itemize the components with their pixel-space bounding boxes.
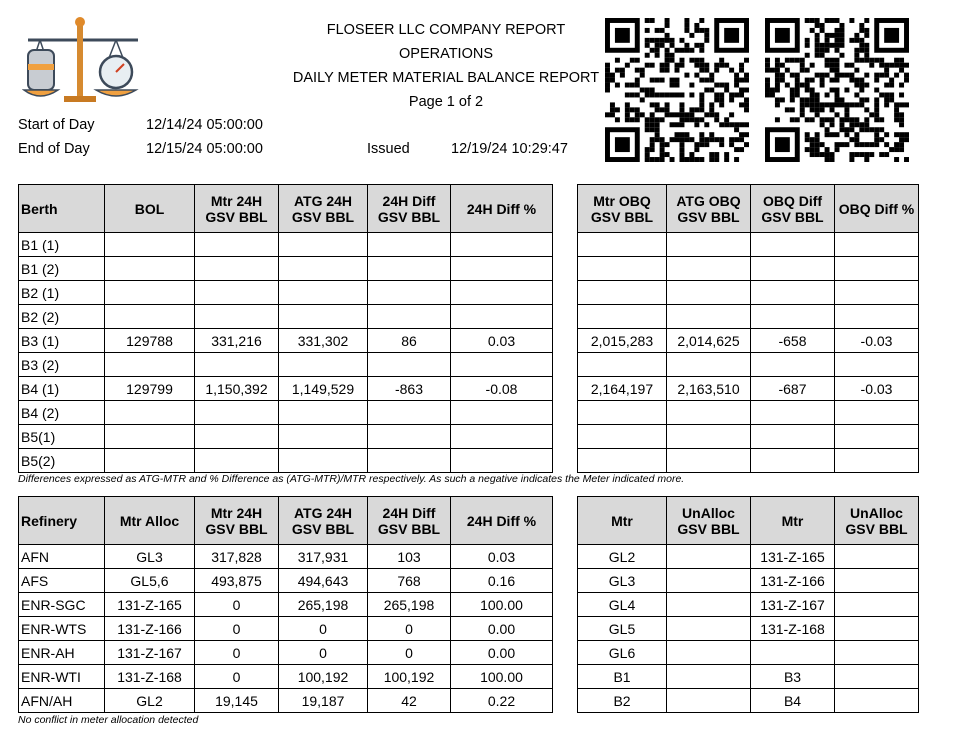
difference-note: Differences expressed as ATG-MTR and % Difference as (ATG-MTR)/MTR respectively. As such a negative indicates the Meter indicated more.: [18, 473, 685, 485]
table-cell: [835, 233, 919, 257]
table-cell: [578, 233, 667, 257]
table-row: [19, 593, 553, 617]
table-cell: [667, 425, 751, 449]
table-cell: ENR-SGC: [19, 593, 105, 617]
table-row: [19, 545, 553, 569]
table-cell: GL2: [105, 689, 195, 713]
table-cell: [667, 233, 751, 257]
table-cell: [667, 257, 751, 281]
table-cell: [578, 449, 667, 473]
table-cell: 2,014,625: [667, 329, 751, 353]
table-row: [578, 401, 919, 425]
column-header: Refinery: [19, 497, 105, 545]
table-cell: GL5: [578, 617, 667, 641]
table-cell: B4 (2): [19, 401, 105, 425]
table-row: [19, 401, 553, 425]
table-cell: [835, 593, 919, 617]
table-cell: 131-Z-167: [105, 641, 195, 665]
table-cell: 0: [279, 641, 368, 665]
table-cell: [279, 281, 368, 305]
table-cell: [451, 305, 553, 329]
issued-value: 12/19/24 10:29:47: [451, 141, 568, 157]
table-row: [19, 449, 553, 473]
table-cell: [578, 425, 667, 449]
table-row: [578, 377, 919, 401]
table-row: [578, 257, 919, 281]
table-row: [19, 617, 553, 641]
table-cell: GL6: [578, 641, 667, 665]
table-row: [578, 569, 919, 593]
table-cell: 494,643: [279, 569, 368, 593]
table-cell: [751, 233, 835, 257]
table-cell: [835, 257, 919, 281]
table-cell: 331,216: [195, 329, 279, 353]
page-indicator: Page 1 of 2: [408, 94, 484, 110]
column-header: Mtr 24H GSV BBL: [195, 185, 279, 233]
table-cell: 2,163,510: [667, 377, 751, 401]
column-header: ATG 24H GSV BBL: [279, 497, 368, 545]
table-cell: 0.22: [451, 689, 553, 713]
column-header: 24H Diff GSV BBL: [368, 497, 451, 545]
table-cell: [105, 425, 195, 449]
table-cell: GL4: [578, 593, 667, 617]
table-cell: [368, 305, 451, 329]
table-row: [19, 305, 553, 329]
title-line-operations: OPERATIONS: [399, 46, 493, 62]
table-cell: B3 (2): [19, 353, 105, 377]
table-cell: AFS: [19, 569, 105, 593]
table-cell: 0: [195, 617, 279, 641]
table-cell: 19,145: [195, 689, 279, 713]
table-cell: GL5,6: [105, 569, 195, 593]
table-cell: [451, 353, 553, 377]
table-cell: [105, 449, 195, 473]
table-cell: B1: [578, 665, 667, 689]
table-cell: [835, 281, 919, 305]
table-cell: [368, 425, 451, 449]
table-cell: [667, 281, 751, 305]
refinery-table: [18, 496, 553, 713]
table-row: [19, 689, 553, 713]
column-header: Mtr Alloc: [105, 497, 195, 545]
table-cell: [105, 401, 195, 425]
qr-code-icon: [765, 18, 909, 162]
table-cell: [368, 353, 451, 377]
table-row: [578, 617, 919, 641]
report-title: [290, 18, 602, 114]
table-cell: -863: [368, 377, 451, 401]
table-cell: [667, 689, 751, 713]
table-cell: [451, 425, 553, 449]
table-cell: B2 (1): [19, 281, 105, 305]
table-cell: 100,192: [279, 665, 368, 689]
table-cell: [195, 401, 279, 425]
table-cell: [751, 641, 835, 665]
table-cell: [279, 233, 368, 257]
table-cell: AFN/AH: [19, 689, 105, 713]
table-cell: B4 (1): [19, 377, 105, 401]
table-row: [19, 665, 553, 689]
table-cell: [195, 305, 279, 329]
table-row: [19, 281, 553, 305]
column-header: Mtr OBQ GSV BBL: [578, 185, 667, 233]
column-header: UnAlloc GSV BBL: [835, 497, 919, 545]
column-header: Mtr: [578, 497, 667, 545]
berth-table: [18, 184, 553, 473]
table-cell: [195, 281, 279, 305]
qr-code-icon: [605, 18, 749, 162]
table-cell: [195, 257, 279, 281]
table-cell: [279, 401, 368, 425]
column-header: OBQ Diff GSV BBL: [751, 185, 835, 233]
table-cell: [578, 353, 667, 377]
table-cell: 0.00: [451, 641, 553, 665]
table-cell: [751, 281, 835, 305]
column-header: BOL: [105, 185, 195, 233]
table-cell: [667, 593, 751, 617]
table-row: [19, 329, 553, 353]
table-cell: 265,198: [368, 593, 451, 617]
table-cell: [451, 449, 553, 473]
table-row: [19, 233, 553, 257]
table-cell: B1 (1): [19, 233, 105, 257]
table-cell: [751, 401, 835, 425]
table-cell: B1 (2): [19, 257, 105, 281]
table-cell: [751, 425, 835, 449]
table-cell: 0.16: [451, 569, 553, 593]
table-cell: -658: [751, 329, 835, 353]
title-line-report: DAILY METER MATERIAL BALANCE REPORT: [292, 70, 600, 86]
table-cell: [835, 641, 919, 665]
table-cell: [578, 401, 667, 425]
table-cell: [451, 233, 553, 257]
table-cell: -0.08: [451, 377, 553, 401]
table-row: [19, 641, 553, 665]
table-cell: 0.00: [451, 617, 553, 641]
table-cell: [835, 305, 919, 329]
table-cell: [105, 305, 195, 329]
table-cell: B3: [751, 665, 835, 689]
end-value: 12/15/24 05:00:00: [146, 141, 263, 157]
table-cell: 42: [368, 689, 451, 713]
table-cell: [105, 353, 195, 377]
table-cell: GL3: [578, 569, 667, 593]
table-cell: -687: [751, 377, 835, 401]
table-row: [578, 593, 919, 617]
table-cell: [195, 353, 279, 377]
table-cell: 265,198: [279, 593, 368, 617]
column-header: Berth: [19, 185, 105, 233]
table-cell: 131-Z-167: [751, 593, 835, 617]
table-cell: 0: [195, 593, 279, 617]
table-cell: 768: [368, 569, 451, 593]
table-cell: [835, 569, 919, 593]
table-row: [578, 329, 919, 353]
table-cell: 0: [368, 617, 451, 641]
table-cell: [368, 281, 451, 305]
obq-table: [577, 184, 919, 473]
table-cell: [667, 569, 751, 593]
table-cell: [667, 665, 751, 689]
table-cell: B5(2): [19, 449, 105, 473]
table-cell: [667, 305, 751, 329]
table-cell: 0.03: [451, 545, 553, 569]
table-row: [578, 281, 919, 305]
table-row: [578, 425, 919, 449]
table-cell: 317,828: [195, 545, 279, 569]
table-cell: 129799: [105, 377, 195, 401]
table-cell: [667, 617, 751, 641]
table-cell: B4: [751, 689, 835, 713]
table-cell: -0.03: [835, 377, 919, 401]
start-value: 12/14/24 05:00:00: [146, 117, 263, 133]
table-cell: [368, 233, 451, 257]
table-cell: [667, 545, 751, 569]
table-cell: B3 (1): [19, 329, 105, 353]
table-cell: B2: [578, 689, 667, 713]
table-cell: GL2: [578, 545, 667, 569]
table-row: [19, 569, 553, 593]
table-cell: [279, 449, 368, 473]
table-cell: ENR-WTS: [19, 617, 105, 641]
table-cell: [451, 281, 553, 305]
table-cell: [451, 257, 553, 281]
table-cell: ENR-WTI: [19, 665, 105, 689]
table-row: [578, 233, 919, 257]
table-cell: [835, 401, 919, 425]
table-cell: 331,302: [279, 329, 368, 353]
table-cell: [751, 353, 835, 377]
table-cell: 131-Z-165: [751, 545, 835, 569]
table-cell: 131-Z-166: [751, 569, 835, 593]
table-cell: 103: [368, 545, 451, 569]
table-row: [578, 641, 919, 665]
table-row: [578, 689, 919, 713]
table-cell: [835, 665, 919, 689]
issued-label: Issued: [367, 141, 410, 157]
table-cell: [195, 449, 279, 473]
column-header: 24H Diff GSV BBL: [368, 185, 451, 233]
title-line-company: FLOSEER LLC COMPANY REPORT: [326, 22, 566, 38]
table-cell: [105, 233, 195, 257]
table-cell: 0: [368, 641, 451, 665]
table-cell: [195, 425, 279, 449]
table-cell: [667, 449, 751, 473]
table-cell: [751, 257, 835, 281]
table-cell: [279, 257, 368, 281]
table-cell: 0: [195, 641, 279, 665]
table-row: [19, 257, 553, 281]
table-cell: 2,164,197: [578, 377, 667, 401]
table-cell: [578, 281, 667, 305]
table-cell: [368, 449, 451, 473]
column-header: Mtr 24H GSV BBL: [195, 497, 279, 545]
table-cell: -0.03: [835, 329, 919, 353]
table-cell: [279, 425, 368, 449]
table-cell: 317,931: [279, 545, 368, 569]
table-cell: [667, 401, 751, 425]
table-cell: [195, 233, 279, 257]
table-cell: [279, 353, 368, 377]
table-cell: [368, 257, 451, 281]
table-cell: 100.00: [451, 593, 553, 617]
table-cell: [835, 617, 919, 641]
table-cell: B5(1): [19, 425, 105, 449]
table-cell: [451, 401, 553, 425]
table-cell: [578, 305, 667, 329]
end-label: End of Day: [18, 141, 90, 157]
column-header: Mtr: [751, 497, 835, 545]
table-cell: 0.03: [451, 329, 553, 353]
table-cell: 100.00: [451, 665, 553, 689]
table-cell: 131-Z-168: [751, 617, 835, 641]
table-row: [578, 449, 919, 473]
table-cell: 0: [279, 617, 368, 641]
table-cell: [835, 425, 919, 449]
table-cell: [667, 641, 751, 665]
table-cell: 0: [195, 665, 279, 689]
table-cell: 2,015,283: [578, 329, 667, 353]
table-cell: 131-Z-166: [105, 617, 195, 641]
table-cell: [368, 401, 451, 425]
table-row: [578, 353, 919, 377]
table-cell: [667, 353, 751, 377]
table-row: [19, 353, 553, 377]
table-cell: [279, 305, 368, 329]
scale-logo-icon: [22, 14, 144, 106]
table-cell: 131-Z-165: [105, 593, 195, 617]
unalloc-table: [577, 496, 919, 713]
table-cell: [105, 281, 195, 305]
table-cell: GL3: [105, 545, 195, 569]
table-cell: 493,875: [195, 569, 279, 593]
table-cell: 19,187: [279, 689, 368, 713]
column-header: 24H Diff %: [451, 185, 553, 233]
column-header: ATG 24H GSV BBL: [279, 185, 368, 233]
table-cell: 1,150,392: [195, 377, 279, 401]
column-header: 24H Diff %: [451, 497, 553, 545]
table-cell: 86: [368, 329, 451, 353]
allocation-note: No conflict in meter allocation detected: [18, 714, 199, 726]
table-row: [19, 425, 553, 449]
table-cell: [751, 305, 835, 329]
table-cell: 131-Z-168: [105, 665, 195, 689]
table-cell: 129788: [105, 329, 195, 353]
table-cell: [835, 449, 919, 473]
table-cell: [835, 689, 919, 713]
table-cell: ENR-AH: [19, 641, 105, 665]
table-cell: [835, 353, 919, 377]
column-header: ATG OBQ GSV BBL: [667, 185, 751, 233]
column-header: OBQ Diff %: [835, 185, 919, 233]
table-row: [19, 377, 553, 401]
table-cell: AFN: [19, 545, 105, 569]
table-cell: 1,149,529: [279, 377, 368, 401]
table-cell: [578, 257, 667, 281]
table-cell: B2 (2): [19, 305, 105, 329]
column-header: UnAlloc GSV BBL: [667, 497, 751, 545]
table-row: [578, 305, 919, 329]
table-cell: [835, 545, 919, 569]
table-cell: 100,192: [368, 665, 451, 689]
table-row: [578, 545, 919, 569]
table-cell: [751, 449, 835, 473]
table-row: [578, 665, 919, 689]
start-label: Start of Day: [18, 117, 95, 133]
table-cell: [105, 257, 195, 281]
